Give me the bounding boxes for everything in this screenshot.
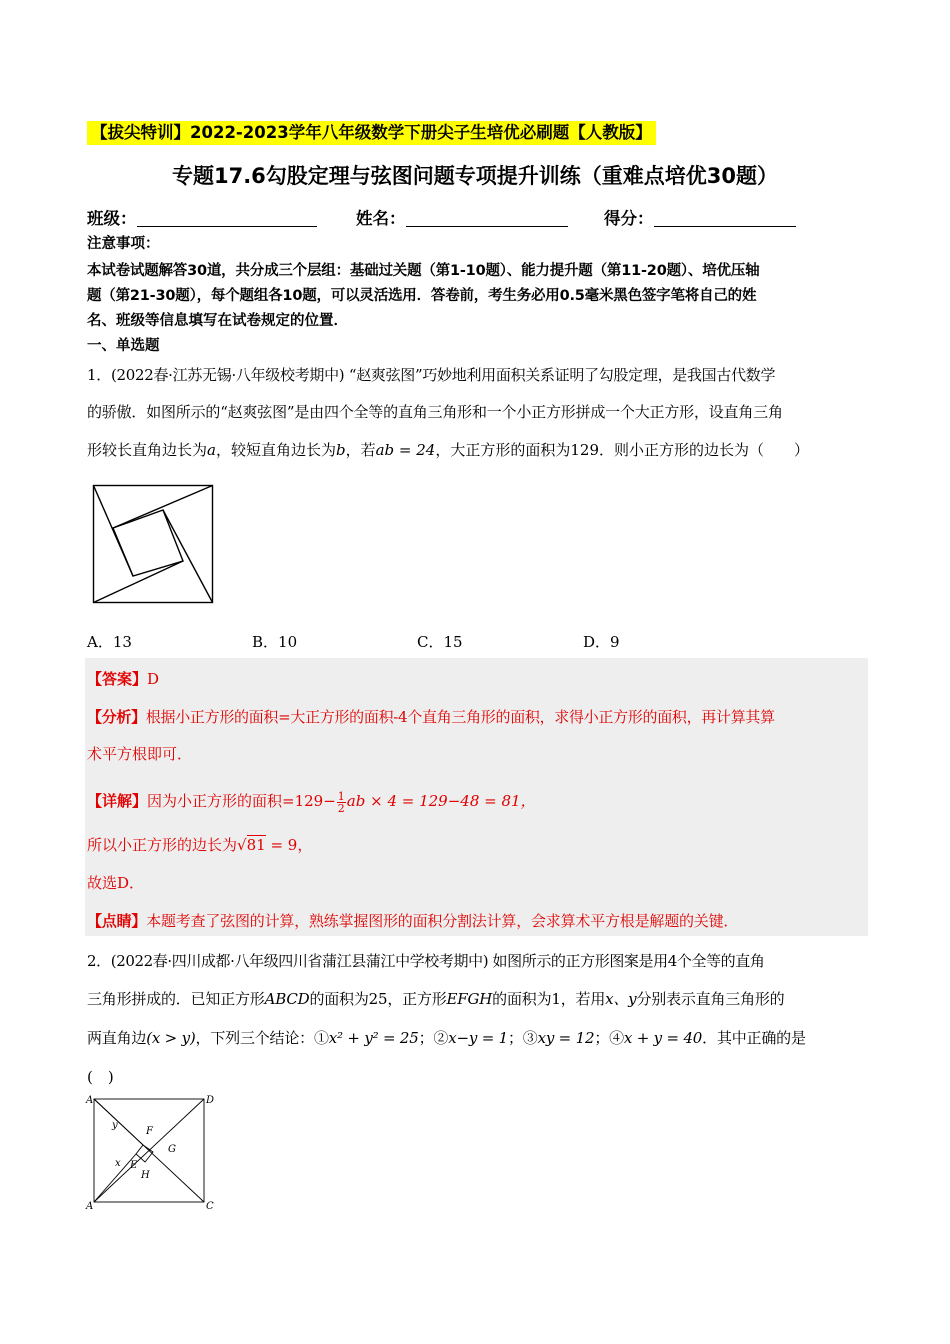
var-b: b	[335, 441, 346, 459]
label-e: E	[130, 1160, 138, 1171]
square-efgh: EFGH	[446, 990, 493, 1008]
answer-tag: 【答案】	[87, 670, 148, 688]
q1-text: ，若	[345, 441, 376, 459]
notice-line-3: 名、班级等信息填写在试卷规定的位置．	[87, 313, 348, 329]
var-a: a	[207, 441, 216, 459]
detail-text: 所以小正方形的边长为	[87, 836, 238, 854]
label-a-bottom: A	[86, 1201, 94, 1212]
condition: (x > y)	[146, 1029, 196, 1047]
notice-line-2: 题（第21-30题），每个题组各10题，可以灵活选用．答卷前，考生务必用0.5毫米黑色签字笔将自己的姓	[87, 288, 757, 304]
q1-option-c[interactable]: C．15	[417, 633, 463, 651]
class-field	[87, 205, 317, 229]
label-c: C	[206, 1201, 214, 1212]
label-x: x	[115, 1158, 121, 1169]
label-y: y	[112, 1120, 118, 1131]
q1-text: ，大正方形的面积为129．则小正方形的边长为（ ）	[435, 441, 809, 459]
class-label: 班级：	[87, 209, 137, 228]
eq-ab: ab = 24	[375, 441, 436, 459]
q1-detail-line-1	[87, 790, 536, 814]
q1-choose: 故选D．	[87, 874, 145, 892]
q2-text: ；④	[594, 1029, 624, 1047]
zhao-shuang-figure	[92, 484, 214, 604]
q2-text: 分别表示直角三角形的	[636, 990, 785, 1008]
notice-heading: 注意事项：	[87, 236, 160, 252]
vars-xy: x、y	[605, 990, 637, 1008]
label-f: F	[146, 1126, 153, 1137]
answer-value: D	[147, 670, 160, 688]
q2-text: ，下列三个结论：①	[195, 1029, 329, 1047]
name-blank	[406, 209, 568, 227]
label-d: D	[206, 1095, 215, 1106]
score-label: 得分：	[604, 209, 654, 228]
q1-line-3	[87, 439, 809, 460]
triangle-edge	[94, 486, 134, 577]
sqrt-sign: √	[237, 836, 247, 854]
q2-paren: ( )	[87, 1068, 114, 1086]
q2-text: 两直角边	[87, 1029, 147, 1047]
analysis-tag: 【分析】	[87, 708, 146, 726]
detail-text: = 9，	[265, 836, 313, 854]
q2-line-2	[87, 988, 784, 1009]
class-blank	[137, 209, 317, 227]
point-text: 本题考查了弦图的计算，熟练掌握图形的面积分割法计算，会求算术平方根是解题的关键．	[146, 912, 739, 930]
q1-point	[87, 910, 738, 931]
label-g: G	[168, 1144, 176, 1155]
q2-text: 的面积为25，正方形	[309, 990, 447, 1008]
notice-line-1: 本试卷试题解答30道，共分成三个层组：基础过关题（第1-10题）、能力提升题（第11-20题）、培优压轴	[87, 263, 760, 279]
conclusion-2: x−y = 1	[448, 1029, 508, 1047]
score-field	[604, 205, 796, 229]
detail-text: 因为小正方形的面积=129−	[147, 792, 336, 810]
section-heading: 一、单选题	[87, 338, 160, 354]
q2-text: 的面积为1，若用	[492, 990, 606, 1008]
fraction-den: 2	[337, 801, 345, 815]
fraction-half	[337, 791, 346, 814]
score-blank	[654, 209, 796, 227]
q1-answer	[87, 668, 159, 689]
fraction-num: 1	[337, 789, 345, 803]
q1-detail-line-2	[87, 834, 312, 855]
conclusion-3: xy = 12	[537, 1029, 595, 1047]
q1-option-b[interactable]: B．10	[252, 633, 298, 651]
header-banner: 【拔尖特训】2022-2023学年八年级数学下册尖子生培优必刷题【人教版】	[87, 121, 656, 145]
triangle-edge	[94, 561, 184, 603]
conclusion-1: x² + y² = 25	[328, 1029, 419, 1047]
q1-text: 形较长直角边长为	[87, 441, 208, 459]
q1-line-1: 1．(2022春·江苏无锡·八年级校考期中) “赵爽弦图”巧妙地利用面积关系证明了勾股定理，是我国古代数学	[87, 366, 776, 384]
segment	[94, 1099, 143, 1145]
name-label: 姓名：	[356, 209, 406, 228]
q1-option-a[interactable]: A．13	[87, 633, 132, 651]
analysis-text: 根据小正方形的面积=大正方形的面积-4个直角三角形的面积，求得小正方形的面积，再计算其算	[145, 708, 775, 726]
conclusion-4: x + y = 40	[623, 1029, 703, 1047]
page-title: 专题17.6勾股定理与弦图问题专项提升训练（重难点培优30题）	[171, 164, 779, 188]
q1-line-2: 的骄傲．如图所示的“赵爽弦图”是由四个全等的直角三角形和一个小正方形拼成一个大正方形，设直角三角	[87, 403, 783, 421]
q2-text: 三角形拼成的．已知正方形	[87, 990, 265, 1008]
q1-analysis-line-2: 术平方根即可．	[87, 745, 193, 763]
triangle-edge	[113, 486, 213, 529]
square-efgh-outline	[136, 1145, 153, 1162]
triangle-edge	[163, 510, 213, 603]
q2-text: ；③	[507, 1029, 538, 1047]
q2-line-3	[87, 1027, 806, 1048]
big-square	[94, 486, 213, 603]
square-pattern-figure	[84, 1092, 220, 1212]
label-a-top: A	[86, 1095, 94, 1106]
point-tag: 【点睛】	[87, 912, 147, 930]
q2-text: ．其中正确的是	[702, 1029, 806, 1047]
q1-analysis-line-1	[87, 706, 775, 727]
q2-line-1: 2．(2022春·四川成都·八年级四川省蒲江县蒲江中学校考期中) 如图所示的正方形图案是用4个全等的直角	[87, 952, 765, 970]
detail-tag: 【详解】	[87, 792, 148, 810]
sqrt-value: 81	[246, 836, 266, 854]
q2-text: ；②	[418, 1029, 449, 1047]
detail-eq: ab × 4 = 129−48 = 81，	[346, 792, 536, 810]
square-abcd: ABCD	[264, 990, 310, 1008]
label-h: H	[141, 1170, 150, 1181]
name-field	[356, 205, 568, 229]
q1-text: ，较短直角边长为	[215, 441, 336, 459]
q1-option-d[interactable]: D．9	[583, 633, 620, 651]
